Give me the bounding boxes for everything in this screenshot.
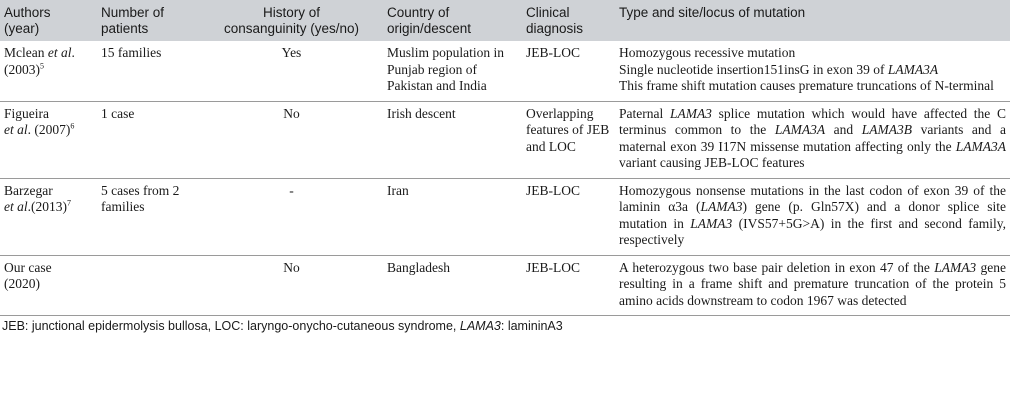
header-authors: Authors (year) [4,5,51,36]
header-country: Country of origin/descent [387,5,472,36]
italic-text: LAMA3A [955,138,1006,154]
italic-text: et al [47,45,72,60]
italic-text: LAMA3A [887,61,939,77]
table-row [0,41,1010,101]
cell-author: Mclean et al. $(2003)^5$ [0,41,97,101]
italic-text: LAMA3A [774,122,826,137]
italic-text: LAMA3 [459,319,501,333]
cell-consanguinity: No [200,101,383,178]
cell-patients: 5 cases from 2 families [97,178,200,255]
cell-country: Irish descent [383,101,522,178]
header-consanguinity: History of consanguinity (yes/no) [223,5,360,36]
cell-mutation: Paternal LAMA3 splice mutation which would have affected the C terminus common to the LAMA3A and LAMA3B variants and a maternal exon 39 I17N missense mutation affecting only the LAMA3A variant causing JEB-LOC features [615,101,1010,178]
cell-country: Bangladesh [383,255,522,316]
cell-patients: 1 case [97,101,200,178]
cell-mutation: Homozygous recessive mutation Single nucleotide insertion151insG in exon 39 of LAMA3A This frame shift mutation causes premature truncations of N-terminal [615,41,1010,101]
cell-mutation: Homozygous nonsense mutations in the last codon of exon 39 of the laminin α3a (LAMA3) gene (p. Gln57X) and a donor splice site mutation in LAMA3 (IVS57+5G>A) in the first and second family, respectively [615,178,1010,255]
italic-text: LAMA3B [861,122,913,137]
italic-text: LAMA3 [700,199,743,214]
table-footnote: JEB: junctional epidermolysis bullosa, LOC: laryngo-onycho-cutaneous syndrome, LAMA3: lamininA3 [2,319,563,333]
reference-superscript: 6 [70,121,75,131]
italic-text: LAMA3 [934,259,977,275]
table-row [0,178,1010,255]
cell-author: Our case (2020) [0,255,97,316]
header-mutation: Type and site/locus of mutation [619,5,806,20]
cell-diagnosis: JEB-LOC [522,41,615,101]
cell-diagnosis: JEB-LOC [522,255,615,316]
reference-superscript: 5 [40,61,44,70]
cell-author: Barzegar et $al.(2013)^7$ [0,178,97,255]
table-row [0,101,1010,178]
italic-text: LAMA3 [669,105,712,121]
cell-consanguinity: - [200,178,383,255]
italic-text: LAMA3 [690,215,733,231]
header-patients: Number of patients [101,5,165,36]
table-row [0,255,1010,316]
cell-patients: 15 families [97,41,200,101]
cell-diagnosis: Overlapping features of JEB and LOC [522,101,615,178]
cell-patients [97,255,200,316]
italic-text: et al [4,122,28,137]
header-row [0,0,1010,41]
cell-diagnosis: JEB-LOC [522,178,615,255]
cell-country: Iran [383,178,522,255]
reference-superscript: 7 [67,198,71,208]
italic-text: et al [4,199,28,214]
cell-consanguinity: Yes [200,41,383,101]
cell-author: Figueira et al. $(2007)^6$ [0,101,97,178]
header-diagnosis: Clinical diagnosis [526,5,584,36]
cell-mutation: A heterozygous two base pair deletion in exon 47 of the LAMA3 gene resulting in a frame shift and premature truncation of the protein 5 amino acids downstream to codon 1967 was detected [615,255,1010,316]
cell-consanguinity: No [200,255,383,316]
cell-country: Muslim population in Punjab region of Pakistan and India [383,41,522,101]
